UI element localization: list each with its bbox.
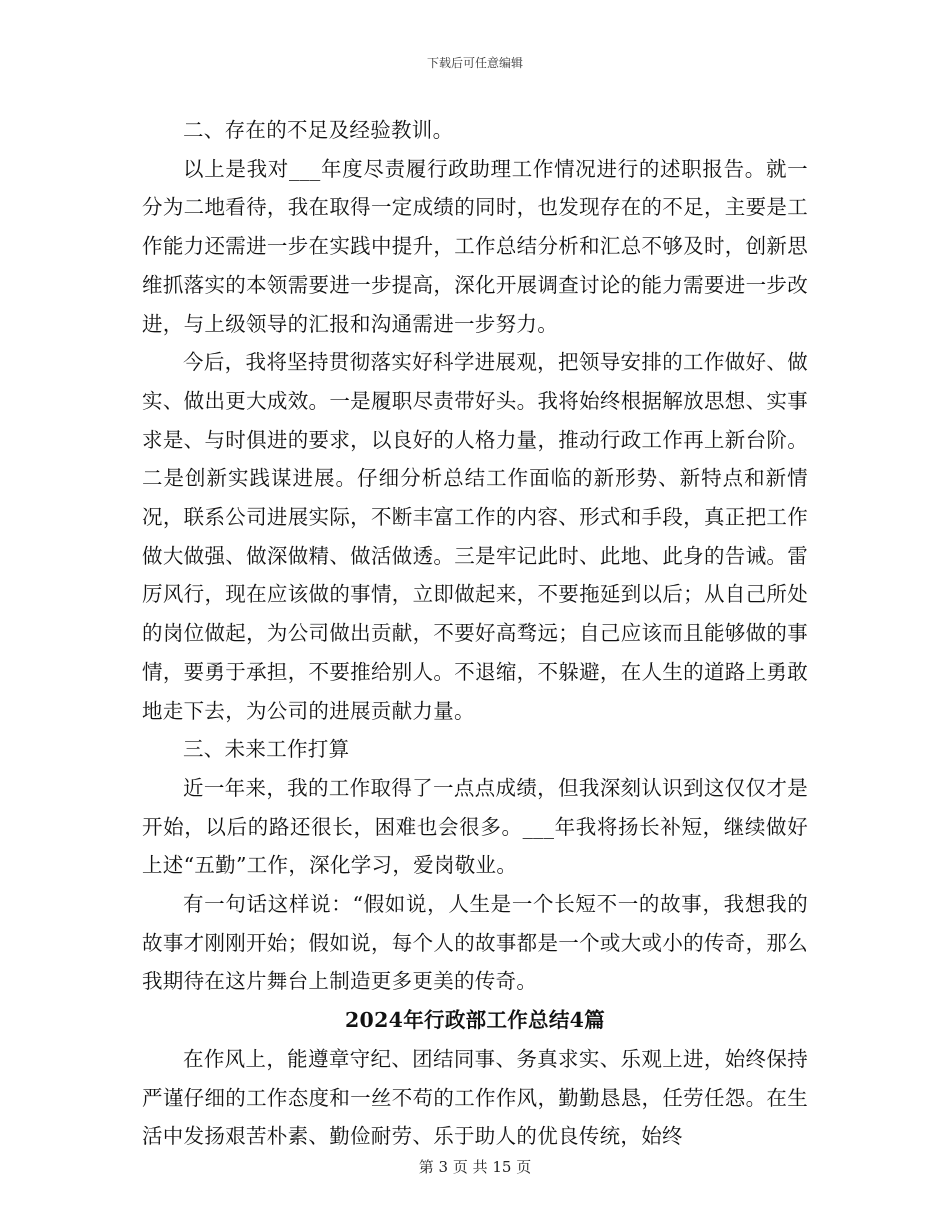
paragraph-future-commitment: 今后，我将坚持贯彻落实好科学进展观，把领导安排的工作做好、做实、做出更大成效。一是履职尽责带好头。我将始终根据解放思想、实事求是、与时俱进的要求，以良好的人格力量，推动行政工作再上新台阶。二是创新实践谋进展。仔细分析总结工作面临的新形势、新特点和新情况，联系公司进展实际，不断丰富工作的内容、形式和手段，真正把工作做大做强、做深做精、做活做透。三是牢记此时、此地、此身的告诫。雷厉风行，现在应该做的事情，立即做起来，不要拖延到以后；从自己所处的岗位做起，为公司做出贡献，不要好高骛远；自己应该而且能够做的事情，要勇于承担，不要推给别人。不退缩，不躲避，在人生的道路上勇敢地走下去，为公司的进展贡献力量。 [142, 350, 808, 723]
header-note: 下载后可任意编辑 [426, 56, 523, 70]
paragraph-report-summary: 以上是我对___年度尽责履行政助理工作情况进行的述职报告。就一分为二地看待，我在取得一定成绩的同时，也发现存在的不足，主要是工作能力还需进一步在实践中提升，工作总结分析和汇总不够及时，创新思维抓落实的本领需要进一步提高，深化开展调查讨论的能力需要进一步改进，与上级领导的汇报和沟通需进一步努力。 [142, 156, 808, 336]
paragraph-future-plan-heading: 三、未来工作打算 [183, 737, 350, 762]
paragraph-shortcomings-heading: 二、存在的不足及经验教训。 [183, 118, 454, 142]
paragraph-quote: 有一句话这样说：“假如说，人生是一个长短不一的故事，我想我的故事才刚刚开始；假如说，每个人的故事都是一个或大或小的传奇，那么我期待在这片舞台上制造更多更美的传奇。 [142, 892, 808, 994]
document-body [142, 111, 808, 1156]
page-number: 第 3 页 共 15 页 [418, 1158, 532, 1176]
section-title: 2024年行政部工作总结4篇 [344, 1008, 606, 1033]
paragraph-past-year: 近一年来，我的工作取得了一点点成绩，但我深刻认识到这仅仅才是开始，以后的路还很长，困难也会很多。___年我将扬长补短，继续做好上述“五勤”工作，深化学习，爱岗敬业。 [142, 775, 808, 878]
paragraph-work-style: 在作风上，能遵章守纪、团结同事、务真求实、乐观上进，始终保持严谨仔细的工作态度和一丝不苟的工作作风，勤勤恳恳，任劳任怨。在生活中发扬艰苦朴素、勤俭耐劳、乐于助人的优良传统，始终 [142, 1046, 808, 1149]
